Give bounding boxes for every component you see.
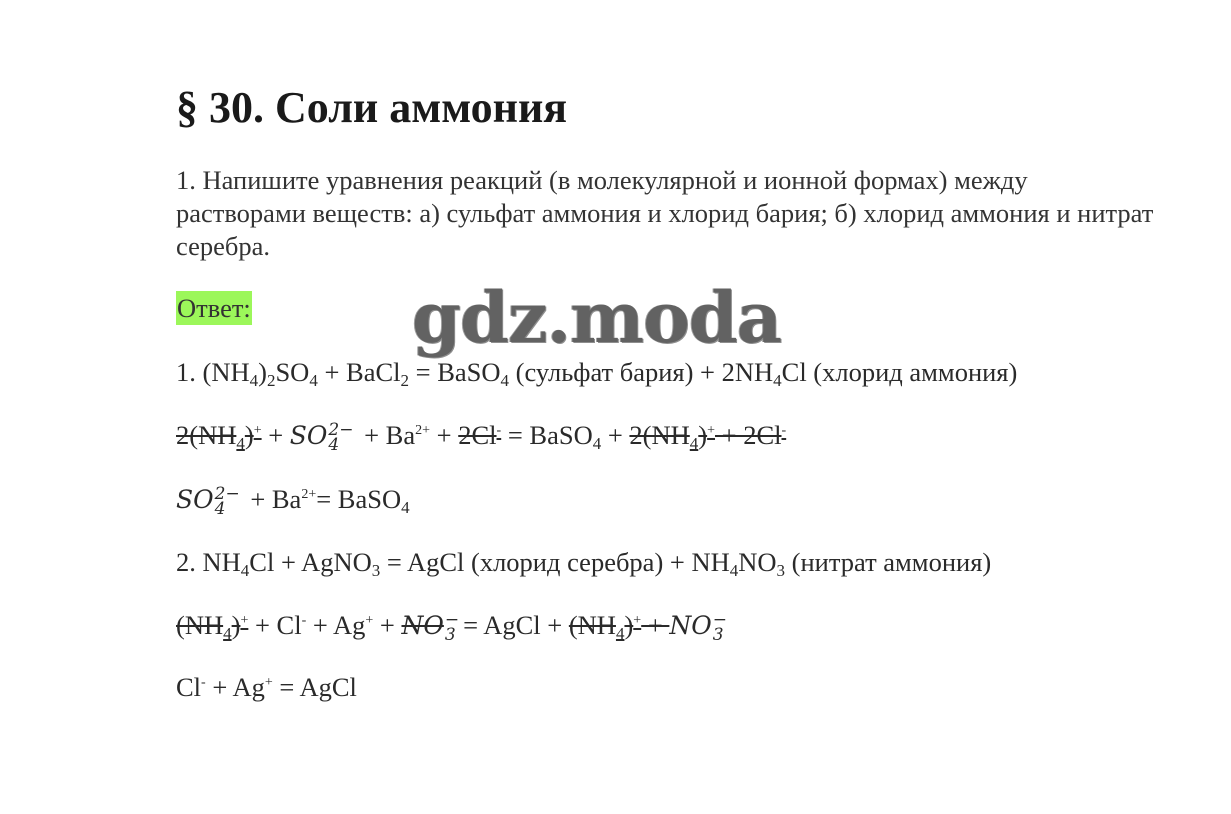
cancelled-ammonium-left: $(NH_4)^+$ [176, 610, 249, 643]
task-text: 1. Напишите уравнения реакций (в молекулярной и ионной формах) между растворами веществ: а) сульфат аммония и хлорид бария; б) хлорид аммония и нитрат серебра. [176, 165, 1154, 261]
cancelled-ions-right: $(NH_4)^+$ + NO − 3 [568, 609, 728, 645]
equation-2-molecular: 2. $NH_4Cl$ + AgNO$_3$ = AgCl (хлорид серебра) + $NH_4NO_3$ (нитрат аммония) [176, 547, 992, 580]
nitrate-ion-cancelled: NO − 3 [401, 609, 460, 645]
watermark-logo: gdz.moda [412, 276, 782, 359]
sulfate-ion: SO 2− 4 [289, 419, 354, 455]
cancelled-ions-right: $2(NH_4)^+ + 2Cl^-$ [629, 420, 787, 453]
nitrate-ion-cancelled: NO − 3 [669, 609, 728, 645]
cancelled-ammonium-left: $2(NH_4)^+$ [176, 420, 262, 453]
answer-label: Ответ: [177, 293, 251, 323]
page-title: § 30. Соли аммония [176, 83, 568, 132]
equation-1-molecular: 1. $(NH_4)_2SO_4$ + BaCl$_2$ = BaSO$_4$ (сульфат бария) + $2NH_4Cl$ (хлорид аммония) [176, 357, 1018, 390]
equation-2-ionic-full: $(NH_4)^+ + Cl^- + Ag^+$ + NO − 3 = AgCl + $(NH_4)^+$ + NO − 3 [176, 608, 731, 644]
equation-1-ionic-short: SO 2− 4 + $Ba^{2+}=$ BaSO$_4$ [176, 483, 410, 519]
equation-1-ionic-full: $2(NH_4)^+$ + SO 2− 4 + $Ba^{2+} + 2Cl^-$ = BaSO$_4$ + $2(NH_4)^+ + 2Cl^-$ [176, 419, 787, 455]
cancelled-chloride-left: 2Cl- [458, 420, 502, 450]
equation-2-ionic-short: Cl- + Ag+ = AgCl [176, 672, 357, 702]
sulfate-ion: SO 2− 4 [176, 483, 240, 519]
